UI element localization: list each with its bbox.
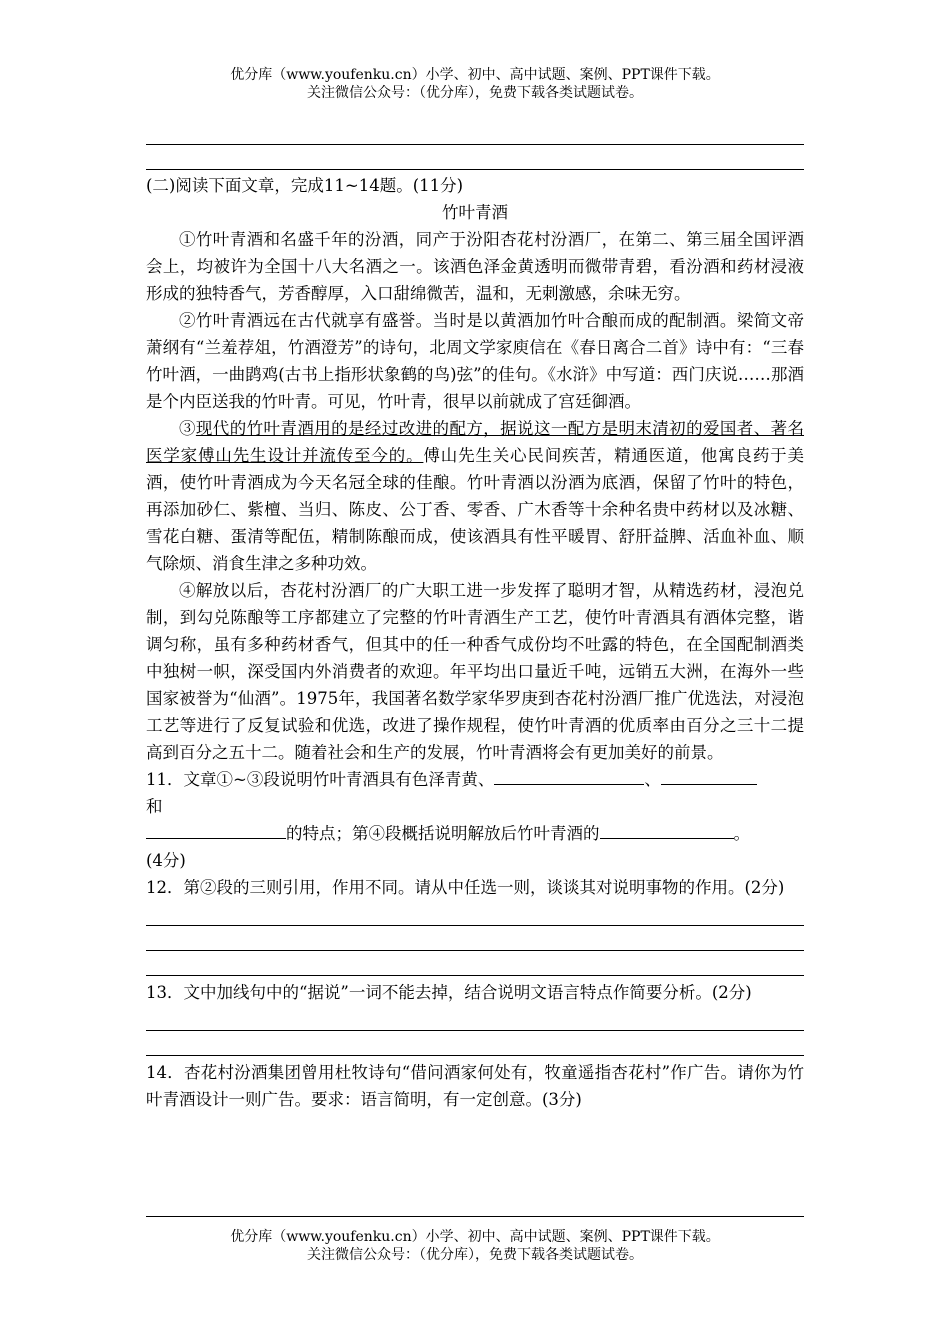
answer-line[interactable] [146, 901, 804, 926]
answer-blank[interactable] [146, 820, 286, 839]
paragraph-1: ①竹叶青酒和名盛千年的汾酒，同产于汾阳杏花村汾酒厂，在第二、第三届全国评酒会上，均被许为全国十八大名酒之一。该酒色泽金黄透明而微带青碧，看汾酒和药材浸液形成的独特香气，芳香醇厚，入口甜绵微苦，温和，无刺激感，余味无穷。 [146, 230, 804, 303]
paragraph-2: ②竹叶青酒远在古代就享有盛誉。当时是以黄酒加竹叶合酿而成的配制酒。梁简文帝萧纲有“兰羞荐俎，竹酒澄芳”的诗句，北周文学家庾信在《春日离合二首》诗中有：“三春竹叶酒，一曲鹍鸡(古书上指形状象鹤的鸟)弦”的佳句。《水浒》中写道：西门庆说……那酒是个内臣送我的竹叶青。可见，竹叶青，很早以前就成了宫廷御酒。 [146, 311, 804, 411]
answer-line [146, 1216, 804, 1217]
underlined-sentence: 现代的竹叶青酒用的是经过改进的配方，据说这一配方是明末清初的爱国者、著名医学家傅山先生设计并流传至今的。 [146, 419, 805, 465]
question-14: 14．杏花村汾酒集团曾用杜牧诗句“借问酒家何处有，牧童遥指杏花村”作广告。请你为竹叶青酒设计一则广告。要求：语言简明，有一定创意。(3分) [146, 1063, 804, 1109]
answer-line[interactable] [146, 1031, 804, 1056]
question-12: 12．第②段的三则引用，作用不同。请从中任选一则，谈谈其对说明事物的作用。(2分) [146, 878, 785, 897]
paragraph-3 [146, 415, 804, 577]
section-intro: (二)阅读下面文章，完成11~14题。(11分) [146, 176, 464, 195]
answer-line [146, 169, 804, 170]
footer-line-1: 优分库（www.youfenku.cn）小学、初中、高中试题、案例、PPT课件下载。 [230, 1229, 720, 1245]
footer-line-2: 关注微信公众号：（优分库），免费下载各类试题试卷。 [307, 1247, 643, 1263]
answer-blank[interactable] [494, 766, 644, 785]
page-header [0, 66, 950, 102]
paragraph-3-mark: ③ [179, 419, 196, 438]
answer-line[interactable] [146, 1006, 804, 1031]
answer-blank[interactable] [661, 766, 757, 785]
paragraph-3-rest: 傅山先生关心民间疾苦，精通医道，他寓良药于美酒，使竹叶青酒成为今天名冠全球的佳酿。竹叶青酒以汾酒为底酒，保留了竹叶的特色，再添加砂仁、紫檀、当归、陈皮、公丁香、零香、广木香等十余种名贵中药材以及冰糖、雪花白糖、蛋清等配伍，精制陈酿而成，使该酒具有性平暖胃、舒肝益脾、活血补血、顺气除烦、消食生津之多种功效。 [146, 446, 805, 573]
question-13: 13．文中加线句中的“据说”一词不能去掉，结合说明文语言特点作简要分析。(2分) [146, 983, 752, 1002]
header-line-2: 关注微信公众号：（优分库），免费下载各类试题试卷。 [307, 85, 643, 101]
answer-line [146, 144, 804, 145]
header-line-1: 优分库（www.youfenku.cn）小学、初中、高中试题、案例、PPT课件下载。 [230, 67, 720, 83]
answer-line[interactable] [146, 926, 804, 951]
question-11: 11．文章①~③段说明竹叶青酒具有色泽青黄、 、 和 的特点；第④段概括说明解放后竹叶青酒的 。 (4分) [146, 766, 804, 874]
page-footer [0, 1228, 950, 1264]
reading-section [146, 172, 804, 1113]
answer-line[interactable] [146, 951, 804, 976]
article-title: 竹叶青酒 [442, 203, 508, 222]
paragraph-4: ④解放以后，杏花村汾酒厂的广大职工进一步发挥了聪明才智，从精选药材，浸泡兑制，到勾兑陈酿等工序都建立了完整的竹叶青酒生产工艺，使竹叶青酒具有酒体完整，谐调匀称，虽有多种药材香气，但其中的任一种香气成份均不吐露的特色，在全国配制酒类中独树一帜，深受国内外消费者的欢迎。年平均出口量近千吨，远销五大洲，在海外一些国家被誉为“仙酒”。1975年，我国著名数学家华罗庚到杏花村汾酒厂推广优选法，对浸泡工艺等进行了反复试验和优选，改进了操作规程，使竹叶青酒的优质率由百分之三十二提高到百分之五十二。随着社会和生产的发展，竹叶青酒将会有更加美好的前景。 [146, 581, 804, 762]
answer-blank[interactable] [600, 820, 734, 839]
